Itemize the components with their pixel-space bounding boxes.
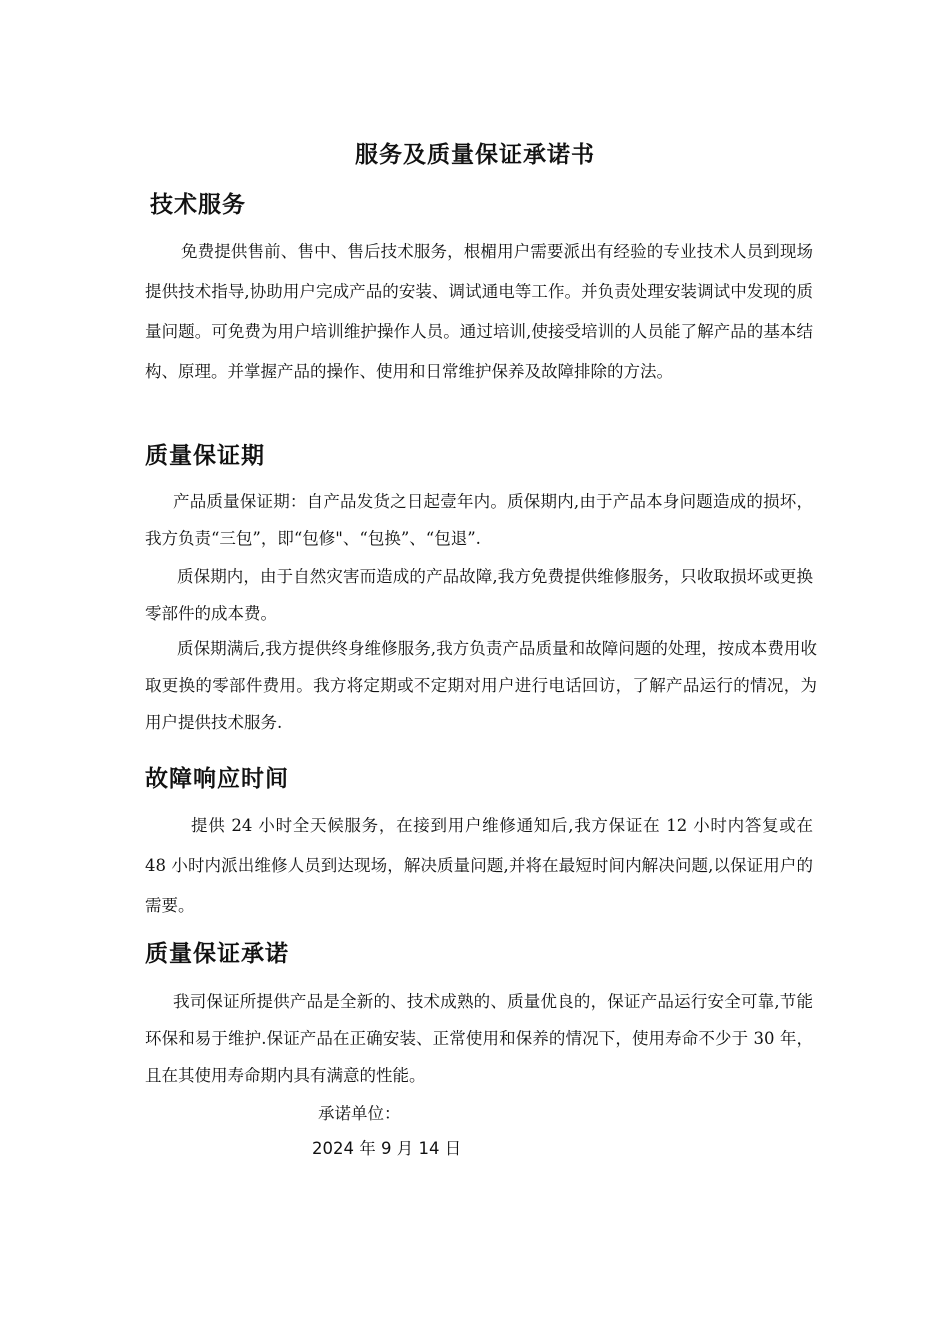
quality-commitment-paragraph: 我司保证所提供产品是全新的、技术成熟的、质量优良的，保证产品运行安全可靠,节能环保和易于维护.保证产品在正确安装、正常使用和保养的情况下，使用寿命不少于 30 年，且在其使用寿命期内具有满意的性能。 xyxy=(145,992,813,1085)
signature-date: 2024 年 9 月 14 日 xyxy=(312,1139,462,1158)
document-title: 服务及质量保证承诺书 xyxy=(355,142,595,168)
section-heading-technical-service: 技术服务 xyxy=(150,192,246,218)
lifetime-service-paragraph: 质保期满后,我方提供终身维修服务,我方负责产品质量和故障问题的处理，按成本费用收取更换的零部件费用。我方将定期或不定期对用户进行电话回访，了解产品运行的情况，为用户提供技术服务. xyxy=(145,639,817,732)
response-time-paragraph: 提供 24 小时全天候服务，在接到用户维修通知后,我方保证在 12 小时内答复或在 48 小时内派出维修人员到达现场，解决质量问题,并将在最短时间内解决问题,以保证用户的需要。 xyxy=(145,816,813,915)
committing-unit-label: 承诺单位： xyxy=(318,1104,401,1123)
section-heading-response-time: 故障响应时间 xyxy=(145,766,289,792)
section-heading-warranty-period: 质量保证期 xyxy=(145,443,265,469)
natural-disaster-paragraph: 质保期内，由于自然灾害而造成的产品故障,我方免费提供维修服务，只收取损坏或更换零部件的成本费。 xyxy=(145,567,813,623)
warranty-period-paragraph: 产品质量保证期：自产品发货之日起壹年内。质保期内,由于产品本身问题造成的损坏，我方负责“三包”，即“包修"、“包换”、“包退”. xyxy=(145,492,813,548)
section-heading-quality-commitment: 质量保证承诺 xyxy=(145,941,289,967)
technical-service-paragraph: 免费提供售前、售中、售后技术服务，根楣用户需要派出有经验的专业技术人员到现场提供技术指导,协助用户完成产品的安装、调试通电等工作。并负责处理安装调试中发现的质量问题。可免费为用户培训维护操作人员。通过培训,使接受培训的人员能了解产品的基本结构、原理。并掌握产品的操作、使用和日常维护保养及故障排除的方法。 xyxy=(145,242,813,381)
